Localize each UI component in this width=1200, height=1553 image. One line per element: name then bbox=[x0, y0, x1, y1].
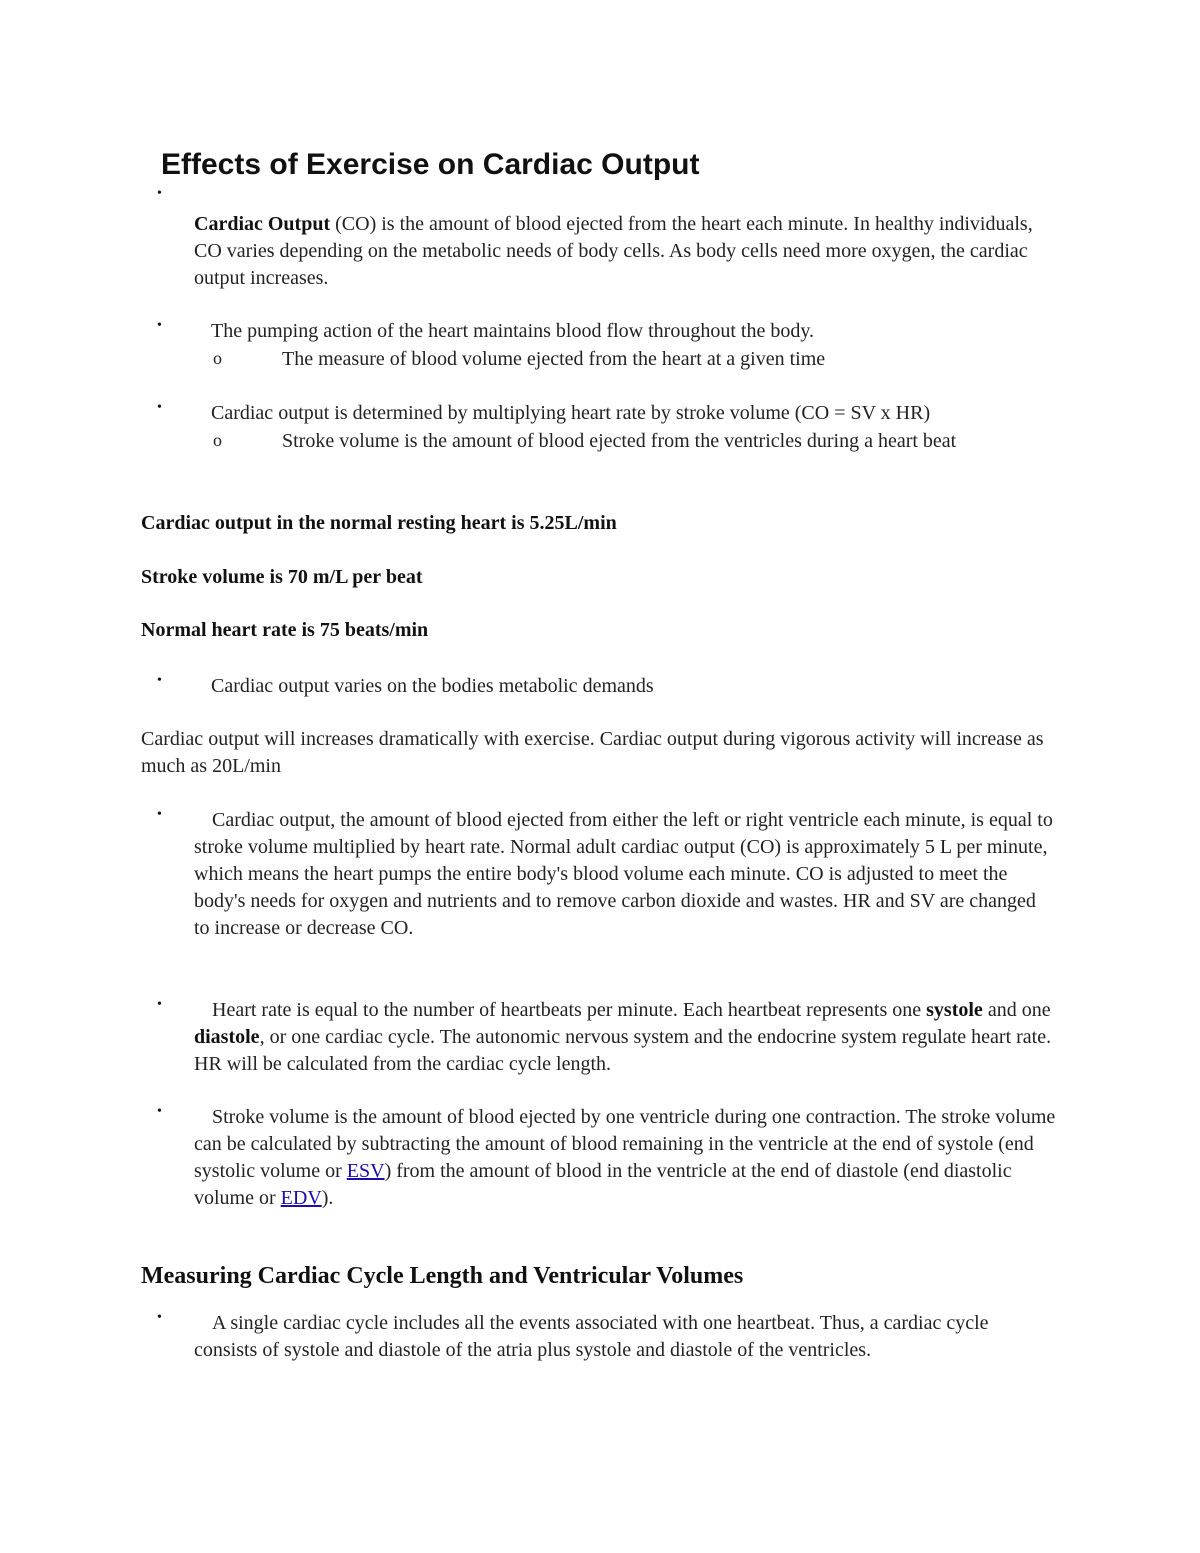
bullet-icon: • bbox=[157, 186, 162, 201]
sub-bullet-icon: o bbox=[213, 348, 222, 368]
page-title: Effects of Exercise on Cardiac Output bbox=[161, 148, 700, 181]
bullet-icon: • bbox=[157, 673, 162, 688]
stroke-volume-fact: Stroke volume is 70 m/L per beat bbox=[141, 566, 423, 588]
co-term: Cardiac Output bbox=[194, 213, 331, 235]
stroke-volume-text: ). bbox=[321, 1187, 334, 1209]
stroke-volume-item bbox=[194, 1104, 1056, 1212]
bullet-icon: • bbox=[157, 807, 162, 822]
heart-rate-text: Heart rate is equal to the number of heartbeats per minute. Each heartbeat represents one bbox=[212, 999, 927, 1021]
esv-link[interactable]: ESV bbox=[346, 1160, 385, 1182]
bullet-icon: • bbox=[157, 400, 162, 415]
pumping-action-item: The pumping action of the heart maintains blood flow throughout the body. bbox=[211, 320, 815, 342]
systole-term: systole bbox=[926, 999, 983, 1021]
bullet-icon: • bbox=[157, 1104, 162, 1119]
sub-bullet-icon: o bbox=[213, 430, 222, 450]
edv-link[interactable]: EDV bbox=[280, 1187, 322, 1209]
resting-co-fact: Cardiac output in the normal resting heart is 5.25L/min bbox=[141, 512, 617, 534]
section-heading: Measuring Cardiac Cycle Length and Ventricular Volumes bbox=[141, 1263, 744, 1289]
heart-rate-fact: Normal heart rate is 75 beats/min bbox=[141, 619, 429, 641]
heart-rate-text: and one bbox=[982, 999, 1051, 1021]
heart-rate-item bbox=[194, 997, 1056, 1078]
exercise-paragraph: Cardiac output will increases dramatically with exercise. Cardiac output during vigorous activity will increase as much as 20L/min bbox=[141, 728, 1044, 777]
metabolic-demand-item: Cardiac output varies on the bodies metabolic demands bbox=[211, 675, 654, 697]
stroke-volume-text: Stroke volume is the amount of blood ejected by one ventricle during one contraction. The stroke volume can be calculated by subtracting the amount of blood remaining in the ventricle at the end of systole (end systolic volume or bbox=[194, 1106, 1056, 1182]
co-formula-item: Cardiac output is determined by multiplying heart rate by stroke volume (CO = SV x HR) bbox=[211, 402, 931, 424]
bullet-icon: • bbox=[157, 997, 162, 1012]
co-detail-item: Cardiac output, the amount of blood ejected from either the left or right ventricle each minute, is equal to stroke volume multiplied by heart rate. Normal adult cardiac output (CO) is approximately 5 L per minute, which means the heart pumps the entire body's blood volume each minute. CO is adjusted to meet the body's needs for oxygen and nutrients and to remove carbon dioxide and wastes. HR and SV are changed to increase or decrease CO. bbox=[194, 809, 1053, 939]
co-definition-text: (CO) is the amount of blood ejected from the heart each minute. In healthy individuals, CO varies depending on the metabolic needs of body cells. As body cells need more oxygen, the cardiac output increases. bbox=[194, 213, 1033, 289]
bullet-icon: • bbox=[157, 318, 162, 333]
blood-volume-subitem: The measure of blood volume ejected from the heart at a given time bbox=[282, 348, 826, 370]
diastole-term: diastole bbox=[194, 1026, 260, 1048]
heart-rate-text: , or one cardiac cycle. The autonomic nervous system and the endocrine system regulate heart rate. HR will be calculated from the cardiac cycle length. bbox=[194, 1026, 1052, 1075]
stroke-volume-subitem: Stroke volume is the amount of blood ejected from the ventricles during a heart beat bbox=[282, 430, 957, 452]
stroke-volume-text: ) from the amount of blood in the ventricle at the end of diastole (end diastolic volume or bbox=[194, 1160, 1012, 1209]
co-definition-paragraph bbox=[194, 211, 1054, 292]
cardiac-cycle-item: A single cardiac cycle includes all the events associated with one heartbeat. Thus, a cardiac cycle consists of systole and diastole of the atria plus systole and diastole of the ventricles. bbox=[194, 1312, 989, 1361]
bullet-icon: • bbox=[157, 1310, 162, 1325]
